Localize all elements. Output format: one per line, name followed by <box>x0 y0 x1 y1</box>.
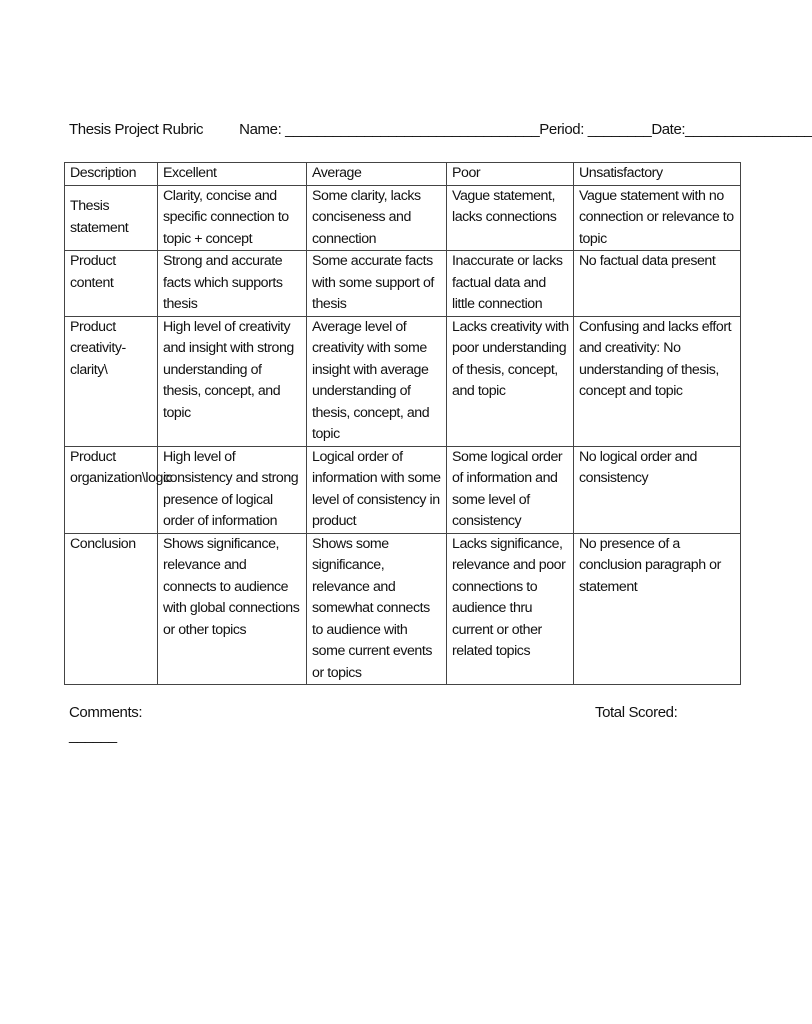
row-description: Product content <box>65 251 158 317</box>
cell-unsatisfactory: No presence of a conclusion paragraph or statement <box>574 533 741 685</box>
cell-average: Logical order of information with some level of consistency in product <box>307 446 447 533</box>
cell-poor: Vague statement, lacks connections <box>447 185 574 251</box>
comments-section <box>69 704 142 744</box>
document-title: Thesis Project Rubric <box>69 121 204 138</box>
cell-excellent: High level of creativity and insight with strong understanding of thesis, concept, and topic <box>158 316 307 446</box>
date-field: Date:________________ <box>651 121 812 138</box>
total-scored-label: Total Scored: <box>595 704 678 721</box>
column-header-unsatisfactory: Unsatisfactory <box>574 163 741 186</box>
column-header-poor: Poor <box>447 163 574 186</box>
table-row <box>65 251 741 317</box>
rubric-table <box>64 162 741 685</box>
comments-label: Comments: <box>69 704 143 721</box>
cell-unsatisfactory: Confusing and lacks effort and creativity: No understanding of thesis, concept and topic <box>574 316 741 446</box>
column-header-excellent: Excellent <box>158 163 307 186</box>
column-header-description: Description <box>65 163 158 186</box>
table-row <box>65 316 741 446</box>
document-header <box>69 121 812 138</box>
cell-excellent: Strong and accurate facts which supports thesis <box>158 251 307 317</box>
cell-unsatisfactory: No logical order and consistency <box>574 446 741 533</box>
cell-poor: Lacks creativity with poor understanding of thesis, concept, and topic <box>447 316 574 446</box>
cell-poor: Some logical order of information and some level of consistency <box>447 446 574 533</box>
table-row <box>65 185 741 251</box>
row-description: Product organization\logic <box>65 446 158 533</box>
row-description: Product creativity-clarity\ <box>65 316 158 446</box>
period-field: Period: ________ <box>539 121 652 138</box>
cell-average: Some clarity, lacks conciseness and connection <box>307 185 447 251</box>
name-field: Name: ________________________________ <box>239 121 540 138</box>
cell-average: Some accurate facts with some support of thesis <box>307 251 447 317</box>
table-header-row <box>65 163 741 186</box>
cell-unsatisfactory: Vague statement with no connection or relevance to topic <box>574 185 741 251</box>
comments-blank-line: ______ <box>69 727 117 744</box>
column-header-average: Average <box>307 163 447 186</box>
cell-unsatisfactory: No factual data present <box>574 251 741 317</box>
row-description: Thesis statement <box>65 185 158 251</box>
cell-excellent: Clarity, concise and specific connection to topic + concept <box>158 185 307 251</box>
row-description: Conclusion <box>65 533 158 685</box>
table-row <box>65 533 741 685</box>
cell-poor: Inaccurate or lacks factual data and little connection <box>447 251 574 317</box>
table-row <box>65 446 741 533</box>
cell-excellent: Shows significance, relevance and connects to audience with global connections or other topics <box>158 533 307 685</box>
cell-excellent: High level of consistency and strong presence of logical order of information <box>158 446 307 533</box>
cell-average: Shows some significance, relevance and somewhat connects to audience with some current events or topics <box>307 533 447 685</box>
cell-average: Average level of creativity with some insight with average understanding of thesis, concept, and topic <box>307 316 447 446</box>
cell-poor: Lacks significance, relevance and poor connections to audience thru current or other related topics <box>447 533 574 685</box>
